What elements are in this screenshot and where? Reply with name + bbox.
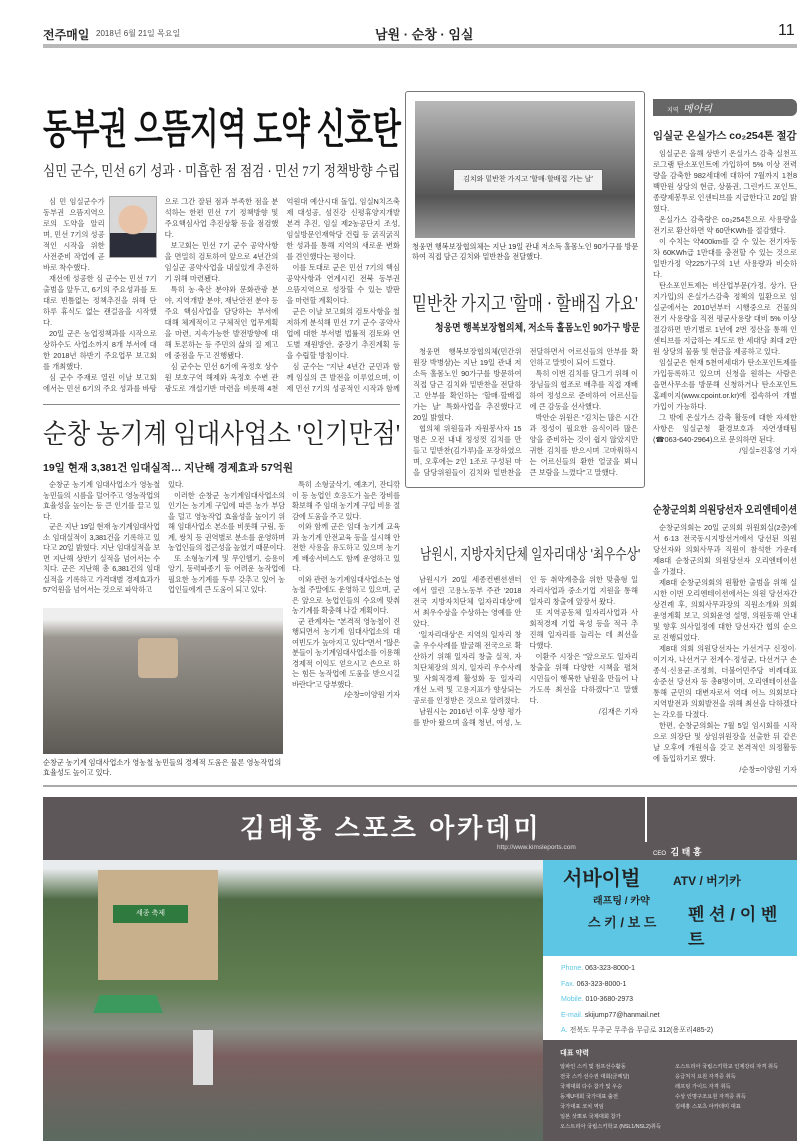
paragraph: 협의체 위원들과 자원봉사자 15명은 오전 내내 정성껏 김치를 만들고 밑반찬(김가루)을 포장하였으며, 오후에는 2인 1조로 구성된 마을 담당위원들이 김치와 밑반찬을 전달하면서 어르신들의 안부를 확인하고 말벗이 되어 드렸다. — [413, 347, 638, 477]
contact-row — [561, 977, 797, 993]
paragraph: 심 군수 주재로 열린 이날 보고회에서는 민선 6기의 주요 성과를 바탕으로 그간 잘된 점과 부족한 점을 분석하는 한편 민선 7기 정책방향 및 주요핵심사업 추진상황 등을 점검했다. — [43, 197, 279, 393]
byline: /순창=이양원 기자 — [344, 690, 400, 699]
contact-value: 063-323-8000-1 — [585, 965, 635, 972]
photo-banner: 김치와 밑반찬 가지고 '할매·할배집 가는 날' — [453, 169, 603, 191]
headline: 순창 농기계 임대사업소 '인기만점' — [43, 419, 401, 449]
paragraph: 임실군은 올해 상반기 온실가스 감축 실천프로그램 탄소포인트에 가입하여 5% 이상 전력량을 감축한 982세대에 대하여 7월까지 1천8백만원 상당의 현금, 상품권, 그린카드 포인트, 종량제봉투로 인센티브를 지급한다고 20일 밝혔다. — [653, 149, 797, 213]
history-item: 전국 스키 선수권 대회(금메달) — [560, 1074, 630, 1080]
byline: /임실=진홍영 기자 — [739, 446, 797, 455]
history-item: 오스트리아 국립스키학교 인제강티 자격 취득 — [675, 1064, 779, 1070]
author-photo — [109, 196, 157, 258]
paragraph: 군 관계자는 "본격적 영농철이 진행되면서 농기계 임대사업소의 대여빈도가 높아지고 있다"면서 "많은 분들이 농기계임대사업소를 이용해 경제적 이익도 얻으시고 손으로 하는 힘든 농작업에 도움을 받으시길 바란다"고 당부했다. — [292, 616, 400, 689]
service-pension: 펜 션 / 이 벤 트 — [688, 905, 778, 949]
paragraph-continued: 있다. — [168, 480, 184, 489]
ceo-label: CEO — [653, 851, 667, 857]
history-item: 알파인 스키 및 점프선수활동 — [560, 1064, 626, 1070]
excavator-photo — [43, 608, 283, 754]
paragraph: 이환주 시장은 "앞으로도 일자리 창출을 위해 다양한 시책을 펼쳐 시민들이 행복한 남원을 만들어 나가도록 최선을 다하겠다"고 말했다. — [529, 652, 638, 705]
service-ski: 스 키 / 보 드 — [588, 915, 657, 930]
column-body-1 — [653, 148, 797, 484]
history-list-right — [675, 1062, 797, 1112]
article-body — [413, 574, 638, 780]
paragraph: 남원시는 2016년 이후 상향 평가를 받아 왔으며 올해 청년, 여성, 노인 등 취약계층을 위한 맞춤형 일자리사업과 중소기업 지원을 통해 일자리 창출에 앞장서 왔다. — [413, 575, 638, 727]
article-column-2 — [168, 480, 285, 604]
paragraph: 이와 함께 군은 임대 농기계 교육과 농기계 안전교육 등을 실시해 안전한 사용을 유도하고 있으며 농기계 배송서비스도 함께 운영하고 있다. — [292, 522, 400, 573]
section-title: 남원 · 순창 · 임실 — [375, 27, 474, 42]
column-headline-1: 임실군 온실가스 co₂254톤 절감 — [653, 130, 797, 142]
photo-caption: 순창군 농기계 임대사업소가 영농철 농민들의 경제적 도움은 물론 영농작업의 효율성도 높이고 있다. — [43, 758, 282, 777]
paragraph: 20일 군은 농업정책과를 시작으로 상하수도 사업소까지 8개 부서에 대한 2018년 하반기 주요업무 보고회를 개최했다. — [43, 329, 157, 371]
paragraph: 제8대 의회 의원당선자는 가선거구 신정이·이기자, 나선거구 전계수·정성균, 다선거구 손종석·신용균·조정희, 더불어민주당 비례대표 송준선 당선자 등 총8명이며, 오리엔테이션을 통해 군민의 대변자로서 역대 어느 의회보다 지역발전과 의회발전을 위해 최선을 다하겠다는 각오를 다졌다. — [653, 644, 797, 719]
paragraph: 청웅면 행복보장협의체(민간위원장 박병삼)는 지난 19일 관내 저소득 홀몸노인 90가구를 방문하여 직접 담근 김치와 밑반찬을 전달하고 안부를 확인하는 '할매·할배집 가는 날' 특화사업을 추진했다고 20일 밝혔다. — [413, 347, 522, 422]
column-headline-2: 순창군의회 의원당선자 오리엔테이션 — [653, 504, 798, 516]
divider — [43, 785, 797, 787]
group-photo — [415, 101, 635, 238]
subtitle: 청웅면 행복보장협의체, 저소득 홀몸노인 90가구 방문 — [435, 323, 640, 334]
building-sign: 세종 축제 — [113, 905, 188, 923]
history-item: 국가대표 코치 역임 — [560, 1104, 604, 1110]
photo-caption: 청웅면 행복보장협의체는 지난 19일 관내 저소득 홀몸노인 90가구를 방문하여 직접 담근 김치와 밑반찬을 전달했다. — [412, 242, 639, 261]
headline: 남원시, 지방자치단체 일자리대상 '최우수상' — [420, 546, 641, 563]
paragraph: 특히 이번 김치를 담그기 위해 이장님들의 협조로 배추를 직접 재배하여 정성으로 준비하여 어르신들에 큰 감동을 선사했다. — [529, 369, 638, 411]
ad-services — [543, 860, 797, 956]
paragraph: 또 지역공동체 일자리사업과 사회적경제 기업 육성 등을 적극 추진해 일자리를 늘리는 데 최선을 다했다. — [529, 608, 638, 650]
paragraph: 순창군의회는 20일 군의회 위원회실(2층)에서 6·13 전국동시지방선거에서 당선된 의원 당선자와 의회사무과 직원이 참석한 가운데 제8대 순창군의회 의원당선자 오리엔테이션을 가졌다. — [653, 523, 797, 576]
history-item: 국제대회 다수 참가 및 우승 — [560, 1084, 623, 1090]
subtitle: 심민 군수, 민선 6기 성과 · 미흡한 점 점검 · 민선 7기 정책방향 수립 — [43, 164, 401, 180]
paragraph: 심 군수는 "지난 4년간 군민과 함께 임실의 큰 발전을 이루었으며, 이제 민선 7기의 성공적인 시작과 함께 — [286, 362, 400, 393]
headline: 동부권 으뜸지역 도약 신호탄 — [43, 106, 401, 152]
paragraph: 남원시가 20일 세종컨벤션센터에서 열린 고용노동부 주관 '2018 전국 지방자치단체 일자리대상'에서 최우수상을 수상하는 영예를 안았다. — [413, 575, 522, 628]
ad-contacts — [543, 956, 797, 1040]
paragraph: 심 군수는 민선 6기에 옥정호 상수원 보호구역 해제와 옥정호 수변 관광도로 개설기반 마련을 비롯해 4천억원대 예산시대 돌입, 임실N치즈축제 대성공, 섬진강 신평휴양지개발 본격 추진, 임실 제2농공단지 조성, 임실방문인재학당 건립 등 굵직굵직한 성과를 통해 지역의 새로운 변화를 견인했다는 평이다. — [164, 197, 400, 393]
ad-url: http://www.kimsleports.com — [497, 844, 576, 851]
issue-date: 2018년 6월 21일 목요일 — [96, 29, 181, 38]
paragraph: 군은 지난 19일 현재 농기계임대사업소 임대실적이 3,381건을 기록하고 있다고 20일 밝혔다. 지난 임대실적을 보면 지난해 상반기 실적을 넘어서는 수치다. 군은 지난해 총 6,381건의 임대실적을 기록하고 가격대별 경제효과가 57억원을 넘어서는 것으로 파악하고 — [43, 522, 160, 594]
paragraph: 제8대 순창군의회의 원활한 출범을 위해 실시한 이번 오리엔테이션에서는 의원 당선자간 상견례 후, 의회사무과장의 직원소개와 의회운영계획 보고, 의회운영 설명, 의원동해 안내 및 향후 의사일정에 대한 당선자간 협의 순으로 진행되었다. — [653, 578, 797, 642]
service-atv: ATV / 버기카 — [673, 874, 741, 888]
paragraph: 박안순 위원은 "김치는 많은 시간과 정성이 필요한 음식이라 많은 양을 준비하는 것이 쉽지 않았지만 귀한 김치를 받으시며 고마워하시는 어르신들의 환한 얼굴을 뵈니 큰 보람을 느꼈다"고 말했다. — [529, 413, 638, 477]
paragraph: 보고회는 민선 7기 군수 공약사항을 면밀히 검토하여 앞으로 4년간의 임실군 공약사업을 내실있게 추진하기 위해 마련됐다. — [164, 241, 279, 283]
paragraph: 군은 이날 보고회의 검토사항을 철저하게 분석해 민선 7기 군수 공약사업에 대한 부서별 법률적 검토와 연도별 재원방안, 중장기 추진계획 등을 수립할 방침이다. — [286, 307, 400, 360]
paragraph: 이를 토대로 군은 민선 7기의 핵심 공약사항과 연계시킨 전북 동부권 으뜸지역으로 성장할 수 있는 발판을 마련할 계획이다. — [286, 263, 400, 305]
tab-label-small: 지역 — [667, 108, 679, 114]
contact-value: skijump77@hanmail.net — [584, 1011, 660, 1019]
byline: /김재은 기자 — [598, 707, 638, 716]
contact-row — [561, 1008, 797, 1024]
column-body-2 — [653, 522, 797, 782]
history-item: 수상 인명구조요원 자격증 취득 — [675, 1094, 746, 1100]
ceo-name: 김 태 홍 — [670, 847, 702, 857]
service-survival: 서바이벌 — [563, 868, 641, 890]
paragraph: 재선에 성공한 심 군수는 민선 7기 출범을 앞두고, 6기의 주요성과를 토대로 빈틈없는 정책추진을 위해 단 하루 휴식도 없는 괜걸음을 시작했다. — [43, 274, 157, 327]
paragraph: 온실가스 감축량은 co₂254톤으로 사용량을 전기로 환산하면 약 60만KWh를 절감했다. — [653, 215, 797, 235]
contact-label: E-mail. — [561, 1011, 583, 1019]
contact-row — [561, 961, 797, 977]
paragraph: 또 소형농기계 및 무인헬기, 승용이앙기, 동력파종기 등 어려운 농작업에 필요한 농기계를 두루 갖추고 있어 농업인들에게 큰 도움이 되고 있다. — [168, 553, 285, 594]
paragraph: 순창군 농기계 임대사업소가 영농철 농민들의 시름을 덜어주고 영농작업의 효율성을 높이는 등 큰 인기를 끌고 있다. — [43, 480, 160, 521]
tab-label: 메아리 — [683, 104, 713, 115]
contact-row — [561, 1023, 797, 1039]
paragraph: '일자리대상'은 지역의 일자리 창출 우수사례를 발굴해 전국으로 확산하기 위해 일자리 창출 실적, 자치단체장의 의지, 일자리 우수사례 및 사회적경제 활성화 등 일자리 개선 노력 및 고용지표가 향상되는 공로를 인정받은 것으로 알려졌다. — [413, 630, 522, 705]
history-item: 동계U대회 국가대표 출전 — [560, 1094, 618, 1100]
history-item: 오스트리아 국립스키학교 (NSL1/NSL2)취득 — [560, 1124, 661, 1130]
contact-label: Mobile. — [561, 996, 584, 1003]
paragraph: 심 민 임실군수가 동부권 으뜸지역으로의 도약을 알리며, 민선 7기의 성공적인 시작을 위한 사전준비 작업에 곧바로 착수했다. — [43, 197, 105, 272]
paragraph: 특히 소형굴삭기, 예초기, 잔디깎이 등 농업인 호응도가 높은 장비를 확보해 주 임대 농기계 구입 비용 절감에 도움을 주고 있다. — [292, 480, 400, 521]
article-column-1 — [43, 480, 160, 604]
column-tab — [653, 99, 797, 116]
paragraph: 한편, 순창군의회는 7월 5일 임시회를 시작으로 의장단 및 상임위원장을 선출한 뒤 같은 날 오후에 개원식을 갖고 본격적인 의정활동에 돌입하기로 했다. — [653, 721, 797, 763]
header-rule — [43, 44, 797, 48]
article-column-3 — [292, 480, 400, 780]
page-number: 11 — [778, 22, 795, 39]
paragraph: 그 밖에 온실가스 감축 활동에 대한 자세한 사항은 임실군청 환경보호과 자연생태팀(☎063-640-2964)으로 문의하면 된다. — [653, 413, 797, 444]
contact-row — [561, 992, 797, 1008]
contact-label: Fax. — [561, 980, 575, 988]
newspaper-name: 전주매일 — [43, 28, 90, 42]
service-rafting: 래프팅 / 카약 — [593, 896, 650, 907]
history-item: 일본 삿뽀로 국제대회 참가 — [560, 1114, 621, 1120]
article-body — [413, 346, 638, 484]
paragraph: 탄소포인트제는 비산업부문(가정, 상가, 단지가입)의 온실가스감축 정책의 일환으로 임실군에서는 2010년부터 시행중으로 건물의 전기 사용량을 직전 평균사용량 대비 5% 이상 절감하면 반기별로 1년에 2번 정산을 통해 인센티브를 지급하는 제도로 한 세대당 최대 2만원 상당의 물품 및 현금을 제공하고 있다. — [653, 281, 797, 356]
photo-block — [43, 608, 285, 780]
ad-divider — [645, 797, 647, 842]
paragraph: 이 수치는 약400km를 갈 수 있는 전기자동차 60KWh급 1만대를 충전할 수 있는 것으로 일반가정 약225가구의 1년 사용량과 비슷하다. — [653, 237, 797, 279]
history-item: 김태홍 스포츠 아카데미 대표 — [675, 1104, 741, 1110]
article-body — [43, 196, 400, 396]
paragraph: 임실군은 현재 5천여세대가 탄소포인트제를 가입등록하고 있으며 신청을 원하는 사람은 읍면사무소를 방문해 신청하거나 탄소포인트 홈페이지(www.cpoint.or.kr)에 접속하여 개별 가입이 가능하다. — [653, 358, 797, 411]
contact-label: A. — [561, 1027, 568, 1034]
contact-label: Phone. — [561, 965, 584, 972]
history-list-left — [560, 1062, 675, 1132]
byline: /순창=이양원 기자 — [739, 765, 797, 774]
divider — [43, 404, 400, 405]
subtitle: 19일 현재 3,381건 임대실적… 지난해 경제효과 57억원 — [43, 462, 294, 474]
history-title: 대표 약력 — [560, 1050, 589, 1057]
history-item: 응급처지 요원 자격증 취득 — [675, 1074, 736, 1080]
ad-ceo — [653, 842, 702, 860]
ad-title: 김태홍 스포츠 아카데미 — [240, 813, 542, 843]
contact-value: 063-323-8000-1 — [576, 980, 627, 988]
ad-photo — [43, 860, 543, 1141]
history-item: 래프팅 가이드 자격 취득 — [675, 1084, 731, 1090]
paragraph: 이러한 순창군 농기계임대사업소의 인기는 농기계 구입에 따른 농가 부담을 덜고 영농작업 효율성을 높이기 위해 임대사업소 본소를 비롯해 구림, 동계, 쌍치 등 권역별로 분소를 운영하며 농업인들의 접근성을 높였기 때문이다. — [168, 490, 285, 552]
headline: 밑반찬 가지고 '할매 · 할배집 가요' — [412, 294, 638, 315]
paragraph: 이와 관련 농기계임대사업소는 영농철 주말에도 운영하고 있으며, 군은 앞으로 농업인들의 수요에 맞춰 농기계를 확충해 나갈 계획이다. — [292, 574, 400, 615]
contact-value: 010-3680-2973 — [585, 996, 634, 1003]
paragraph: 특히 농·축산 분야와 문화관광 분야, 지역개발 분야, 재난안전 분야 등 주요 핵심사업을 담당하는 부서에 대해 체계적이고 구체적인 업무계획을 마련, 지속가능한 발전방향에 대해 토론하는 등 주민의 삶의 질 제고에 중점을 두고 진행됐다. — [164, 285, 279, 360]
contact-value: 전북도 무주군 무주읍 무금로 312(용포리485-2) — [569, 1027, 714, 1034]
